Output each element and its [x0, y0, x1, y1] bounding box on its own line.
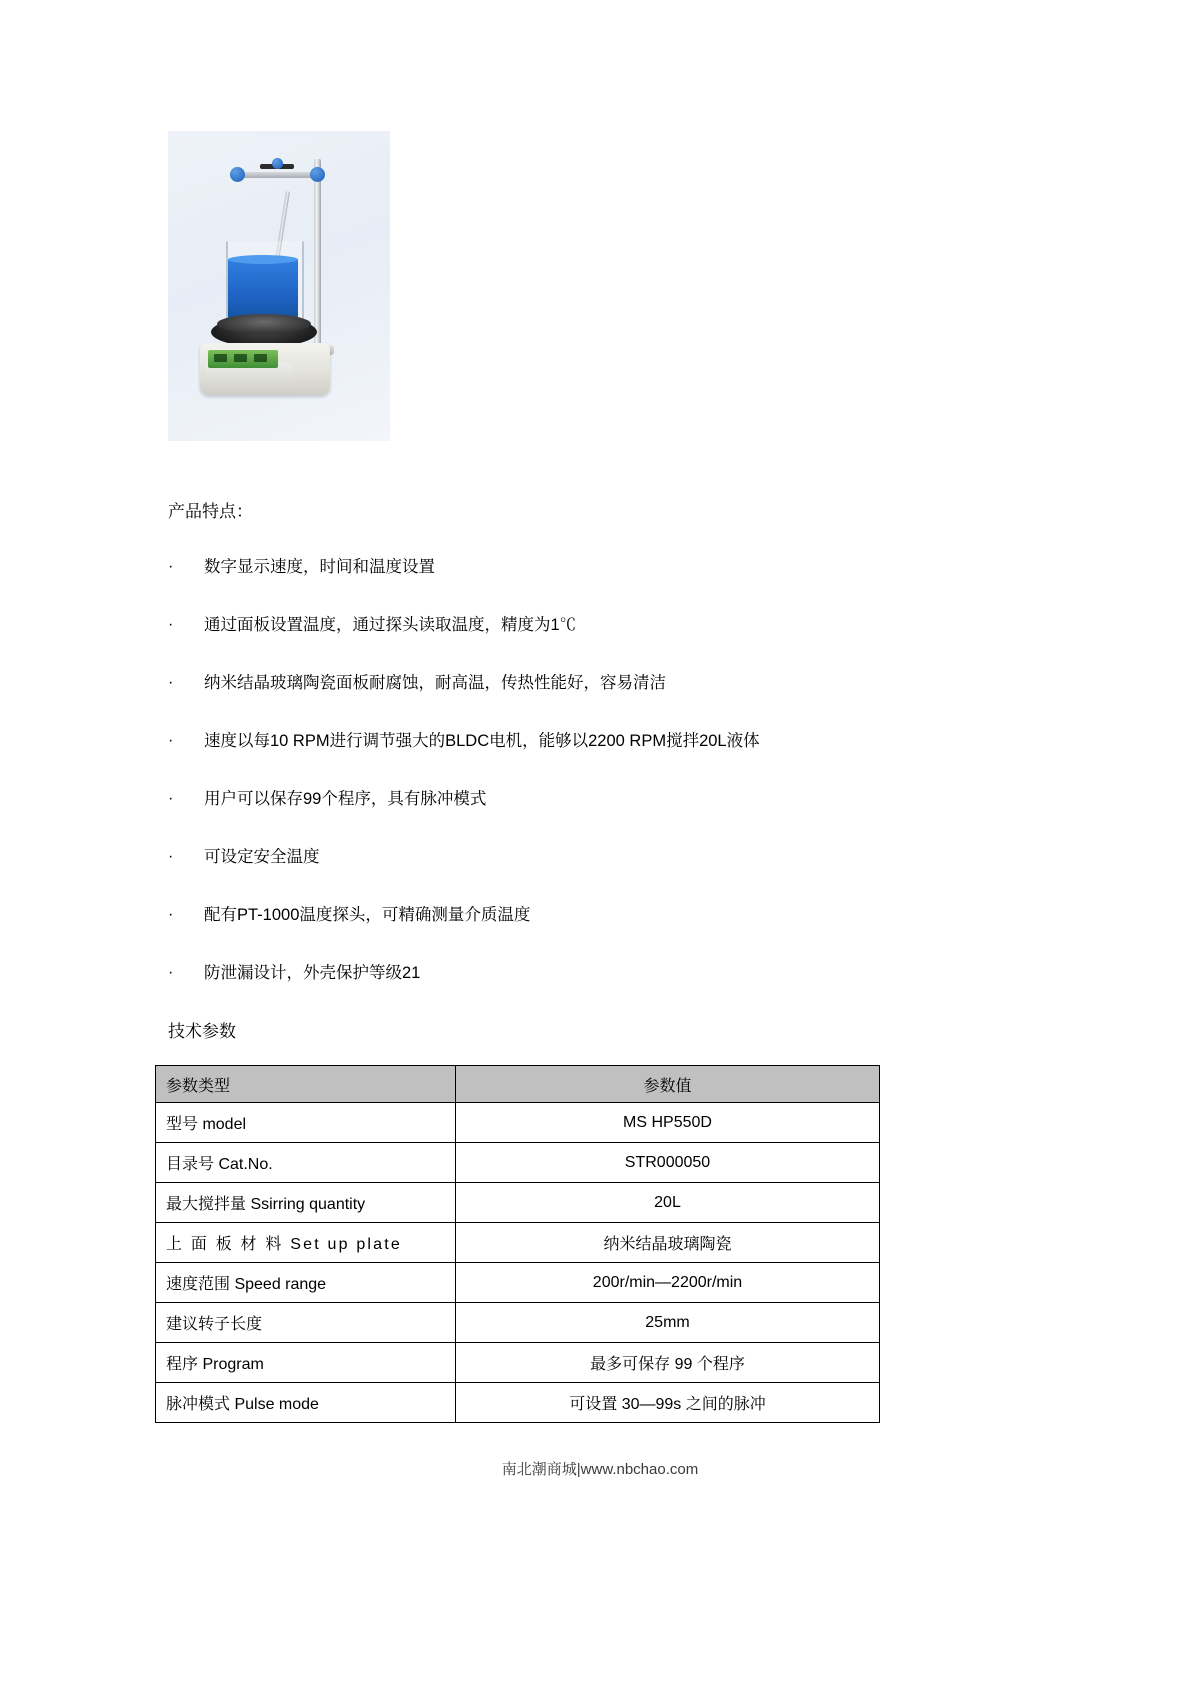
- clamp-arm-icon: [238, 172, 320, 178]
- cell-param-name: 上 面 板 材 料 Set up plate: [156, 1223, 456, 1263]
- feature-text: 纳米结晶玻璃陶瓷面板耐腐蚀，耐高温，传热性能好，容易清洁: [204, 674, 666, 692]
- table-row: [156, 1103, 880, 1143]
- features-list: [168, 552, 948, 1016]
- clamp-knob-center-icon: [272, 158, 283, 169]
- features-title: 产品特点：: [168, 502, 253, 521]
- beaker-liquid-surface-icon: [228, 255, 298, 264]
- list-item: [168, 842, 948, 900]
- cell-param-name: 程序 Program: [156, 1343, 456, 1383]
- clamp-knob-right-icon: [310, 167, 325, 182]
- heating-plate-surface-icon: [217, 314, 311, 334]
- cell-param-name: 目录号 Cat.No.: [156, 1143, 456, 1183]
- page-footer: 南北潮商城|www.nbchao.com: [501, 1461, 699, 1478]
- cell-param-name: 速度范围 Speed range: [156, 1263, 456, 1303]
- bullet-icon: ·: [168, 790, 174, 807]
- bullet-icon: ·: [168, 964, 174, 981]
- list-item: [168, 900, 948, 958]
- feature-text: 防泄漏设计，外壳保护等级21: [204, 964, 421, 982]
- table-row: [156, 1183, 880, 1223]
- feature-text: 数字显示速度，时间和温度设置: [204, 558, 435, 576]
- cell-param-value: STR000050: [456, 1143, 880, 1183]
- feature-text: 用户可以保存99个程序，具有脉冲模式: [204, 790, 487, 808]
- bullet-icon: ·: [168, 558, 174, 575]
- table-row: [156, 1143, 880, 1183]
- table-header-row: [156, 1066, 880, 1103]
- product-image: [168, 131, 390, 441]
- cell-param-value: 20L: [456, 1183, 880, 1223]
- table-row: [156, 1343, 880, 1383]
- bullet-icon: ·: [168, 848, 174, 865]
- table-row: [156, 1263, 880, 1303]
- feature-text: 配有PT-1000温度探头，可精确测量介质温度: [204, 906, 531, 924]
- control-panel-icon: [208, 350, 278, 368]
- beaker-liquid-icon: [228, 259, 298, 321]
- cell-param-value: MS HP550D: [456, 1103, 880, 1143]
- display-segment-icon: [214, 354, 227, 362]
- cell-param-value: 纳米结晶玻璃陶瓷: [456, 1223, 880, 1263]
- bullet-icon: ·: [168, 616, 174, 633]
- spec-title: 技术参数: [168, 1022, 236, 1041]
- support-rod-icon: [314, 159, 321, 349]
- feature-text: 通过面板设置温度，通过探头读取温度，精度为1℃: [204, 616, 577, 634]
- feature-text: 速度以每10 RPM进行调节强大的BLDC电机，能够以2200 RPM搅拌20L液体: [204, 732, 760, 750]
- bullet-icon: ·: [168, 674, 174, 691]
- cell-param-value: 200r/min—2200r/min: [456, 1263, 880, 1303]
- clamp-knob-left-icon: [230, 167, 245, 182]
- product-illustration: [168, 131, 390, 441]
- list-item: [168, 784, 948, 842]
- column-header-param-type: 参数类型: [156, 1066, 456, 1103]
- bullet-icon: ·: [168, 732, 174, 749]
- list-item: [168, 726, 948, 784]
- table-row: [156, 1383, 880, 1423]
- column-header-param-value: 参数值: [456, 1066, 880, 1103]
- cell-param-value: 可设置 30—99s 之间的脉冲: [456, 1383, 880, 1423]
- cell-param-value: 25mm: [456, 1303, 880, 1343]
- cell-param-name: 型号 model: [156, 1103, 456, 1143]
- list-item: [168, 552, 948, 610]
- list-item: [168, 958, 948, 1016]
- table-row: [156, 1303, 880, 1343]
- list-item: [168, 668, 948, 726]
- table-row: [156, 1223, 880, 1263]
- cell-param-name: 脉冲模式 Pulse mode: [156, 1383, 456, 1423]
- spec-table: [155, 1065, 880, 1423]
- cell-param-value: 最多可保存 99 个程序: [456, 1343, 880, 1383]
- display-segment-icon: [234, 354, 247, 362]
- cell-param-name: 最大搅拌量 Ssirring quantity: [156, 1183, 456, 1223]
- list-item: [168, 610, 948, 668]
- cell-param-name: 建议转子长度: [156, 1303, 456, 1343]
- feature-text: 可设定安全温度: [204, 848, 320, 866]
- bullet-icon: ·: [168, 906, 174, 923]
- display-segment-icon: [254, 354, 267, 362]
